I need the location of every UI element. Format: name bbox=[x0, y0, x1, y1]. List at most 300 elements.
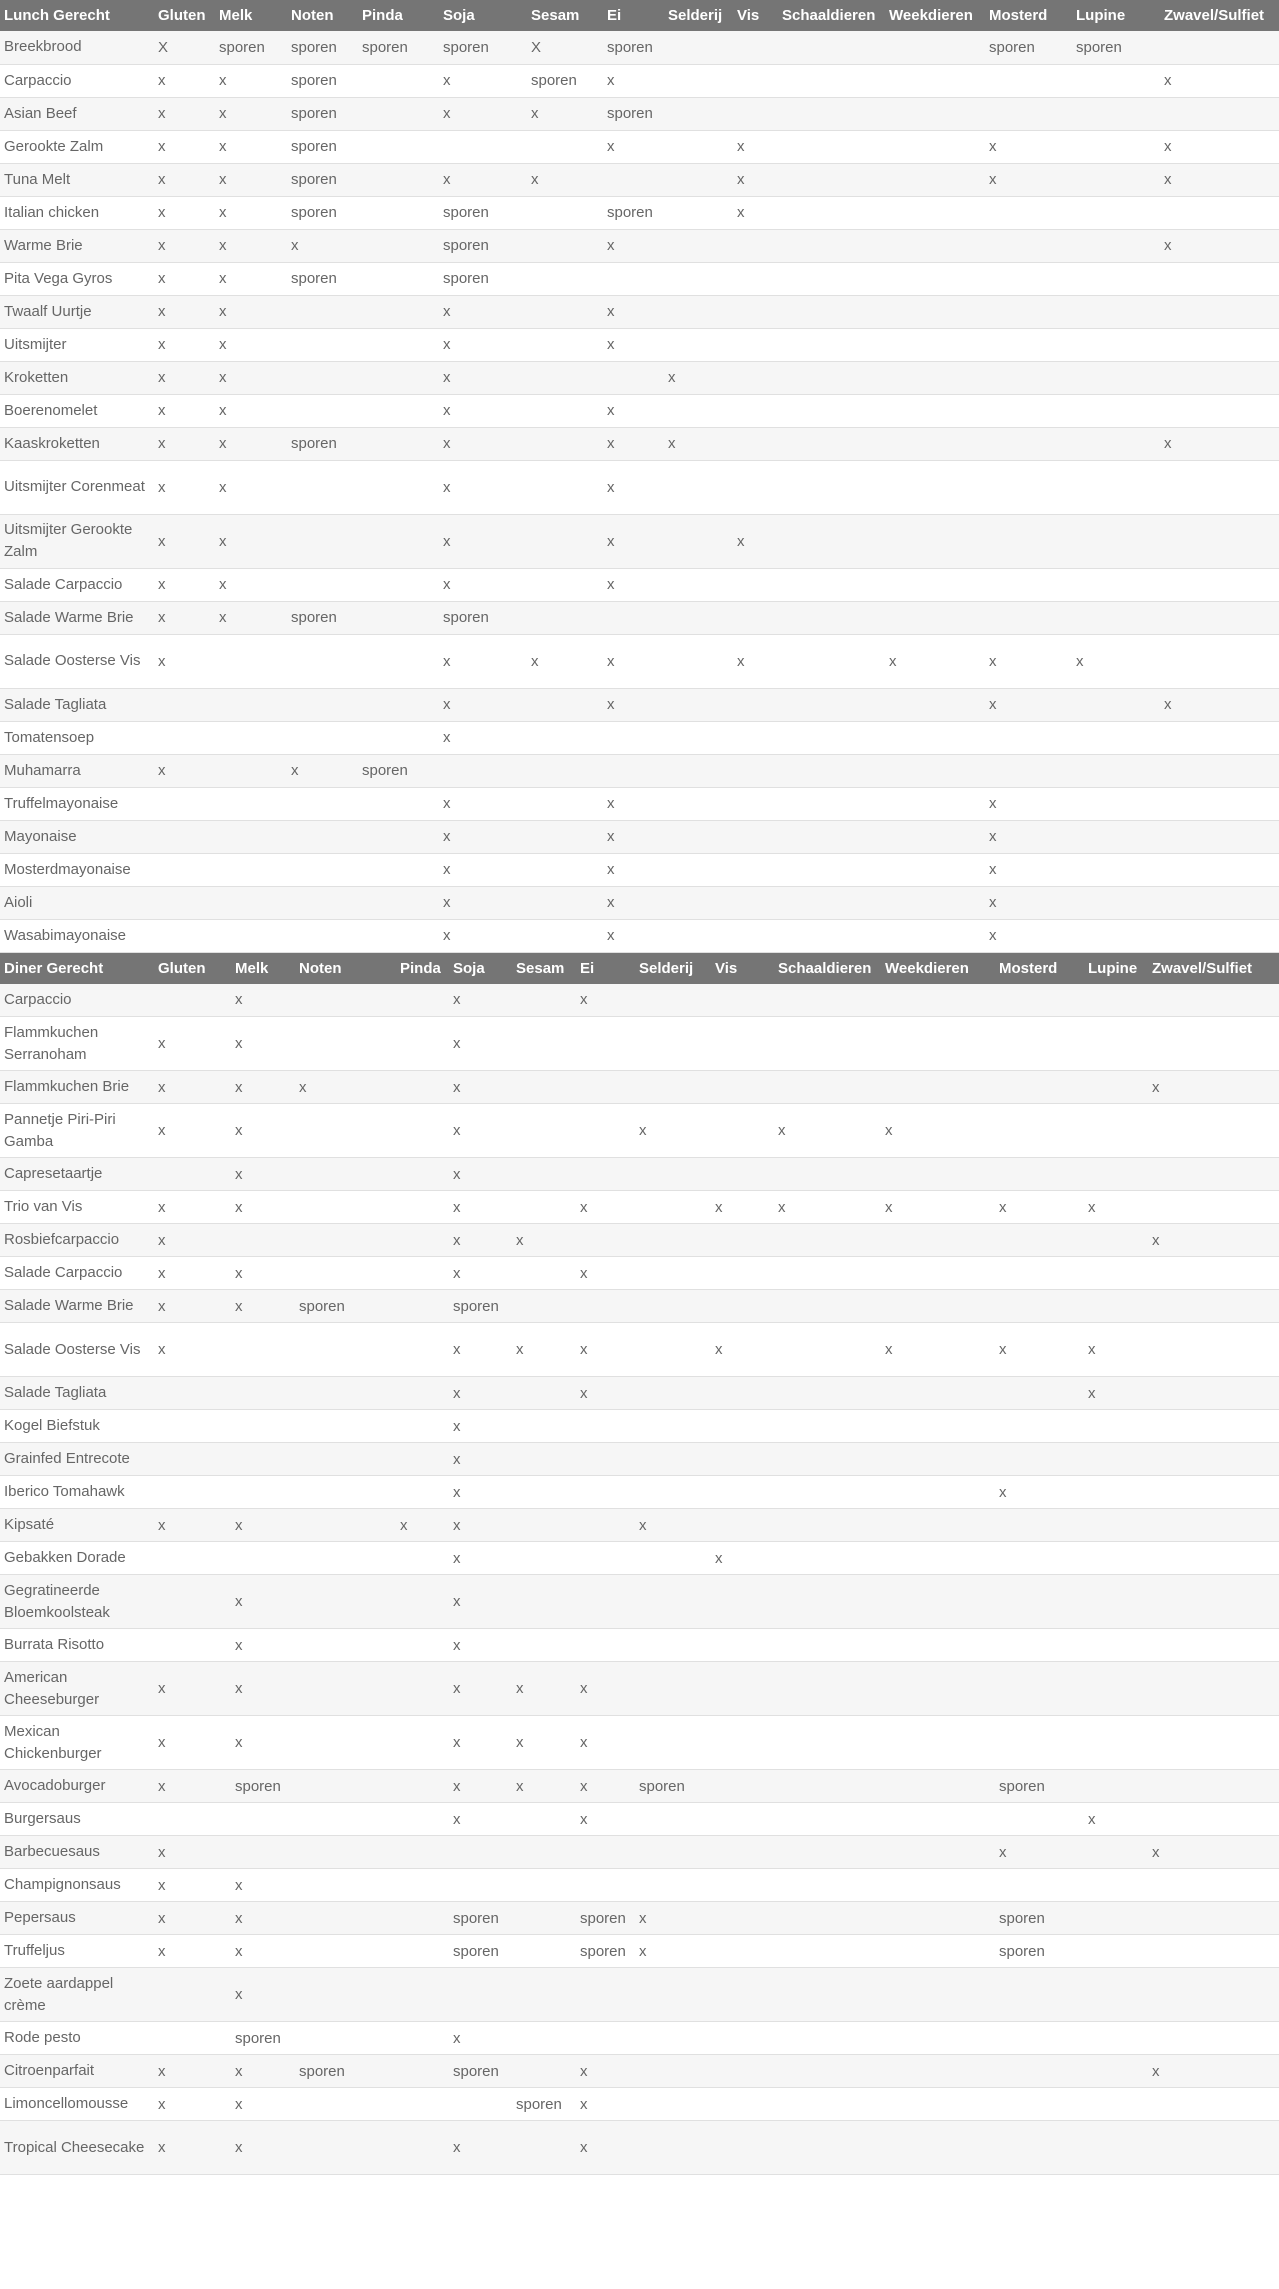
allergen-cell: x bbox=[985, 886, 1072, 919]
allergen-cell: sporen bbox=[449, 1935, 512, 1968]
allergen-cell bbox=[287, 853, 358, 886]
allergen-cell bbox=[1160, 820, 1279, 853]
allergen-cell: x bbox=[449, 1716, 512, 1770]
allergen-cell bbox=[711, 1377, 774, 1410]
allergen-cell: x bbox=[215, 130, 287, 163]
allergen-cell bbox=[396, 1662, 449, 1716]
allergen-cell: sporen bbox=[439, 31, 527, 64]
allergen-cell bbox=[295, 1716, 396, 1770]
allergen-cell bbox=[1148, 1191, 1279, 1224]
allergen-cell: sporen bbox=[512, 2088, 576, 2121]
allergen-cell bbox=[576, 1224, 635, 1257]
allergen-cell: x bbox=[576, 1803, 635, 1836]
allergen-cell bbox=[1160, 787, 1279, 820]
dish-name: Kogel Biefstuk bbox=[0, 1410, 154, 1443]
allergen-cell bbox=[733, 688, 778, 721]
allergen-cell bbox=[985, 229, 1072, 262]
allergen-cell bbox=[664, 721, 733, 754]
allergen-cell: x bbox=[231, 1290, 295, 1323]
table-row bbox=[0, 394, 1279, 427]
allergen-cell: x bbox=[154, 1323, 231, 1377]
table-row bbox=[0, 1770, 1279, 1803]
allergen-cell bbox=[1148, 1662, 1279, 1716]
allergen-cell bbox=[881, 1017, 995, 1071]
allergen-cell bbox=[1160, 886, 1279, 919]
allergen-cell: x bbox=[449, 2022, 512, 2055]
allergen-cell: x bbox=[449, 1509, 512, 1542]
allergen-cell: sporen bbox=[449, 1902, 512, 1935]
table-row bbox=[0, 568, 1279, 601]
allergen-cell bbox=[985, 328, 1072, 361]
allergen-cell bbox=[396, 2055, 449, 2088]
column-header-selderij: Selderij bbox=[664, 0, 733, 31]
dish-name: Tropical Cheesecake bbox=[0, 2121, 154, 2175]
diner-table-body bbox=[0, 984, 1279, 2175]
allergen-cell bbox=[881, 1290, 995, 1323]
allergen-cell bbox=[603, 721, 664, 754]
allergen-cell bbox=[711, 984, 774, 1017]
allergen-cell bbox=[295, 1443, 396, 1476]
allergen-cell bbox=[1084, 984, 1148, 1017]
column-header-weekdieren: Weekdieren bbox=[885, 0, 985, 31]
allergen-cell bbox=[885, 361, 985, 394]
dish-name: Pepersaus bbox=[0, 1902, 154, 1935]
allergen-cell bbox=[1148, 1290, 1279, 1323]
allergen-cell bbox=[985, 361, 1072, 394]
dish-name: Kaaskroketten bbox=[0, 427, 154, 460]
dish-name: Limoncellomousse bbox=[0, 2088, 154, 2121]
allergen-cell bbox=[154, 1542, 231, 1575]
allergen-cell: x bbox=[439, 97, 527, 130]
allergen-cell bbox=[215, 820, 287, 853]
allergen-cell: x bbox=[231, 1716, 295, 1770]
allergen-cell: x bbox=[231, 1071, 295, 1104]
allergen-cell bbox=[512, 1104, 576, 1158]
allergen-cell bbox=[215, 721, 287, 754]
allergen-cell bbox=[396, 984, 449, 1017]
allergen-cell bbox=[396, 1770, 449, 1803]
allergen-cell bbox=[231, 1377, 295, 1410]
allergen-cell bbox=[576, 1869, 635, 1902]
allergen-cell: x bbox=[512, 1323, 576, 1377]
dish-name: Asian Beef bbox=[0, 97, 154, 130]
allergen-cell bbox=[885, 460, 985, 514]
allergen-cell bbox=[885, 688, 985, 721]
allergen-cell bbox=[778, 361, 885, 394]
allergen-cell bbox=[358, 97, 439, 130]
allergen-cell: x bbox=[215, 601, 287, 634]
allergen-cell bbox=[1160, 568, 1279, 601]
allergen-cell: x bbox=[1160, 64, 1279, 97]
allergen-cell: x bbox=[439, 634, 527, 688]
dish-name: Flammkuchen Serranoham bbox=[0, 1017, 154, 1071]
allergen-cell bbox=[154, 1377, 231, 1410]
allergen-cell bbox=[154, 787, 215, 820]
dish-name: Salade Carpaccio bbox=[0, 1257, 154, 1290]
allergen-cell bbox=[1072, 229, 1160, 262]
allergen-cell: x bbox=[449, 984, 512, 1017]
allergen-cell bbox=[396, 1191, 449, 1224]
allergen-cell bbox=[711, 1017, 774, 1071]
allergen-cell bbox=[512, 1803, 576, 1836]
allergen-cell bbox=[881, 1575, 995, 1629]
dish-name: Aioli bbox=[0, 886, 154, 919]
allergen-cell: x bbox=[154, 1662, 231, 1716]
allergen-cell bbox=[576, 1476, 635, 1509]
allergen-cell: x bbox=[154, 1017, 231, 1071]
allergen-cell bbox=[711, 1629, 774, 1662]
allergen-cell bbox=[985, 97, 1072, 130]
allergen-cell bbox=[512, 1443, 576, 1476]
allergen-cell: x bbox=[774, 1191, 881, 1224]
allergen-cell bbox=[295, 2022, 396, 2055]
allergen-cell bbox=[1148, 1257, 1279, 1290]
allergen-cell: x bbox=[154, 514, 215, 568]
allergen-cell bbox=[287, 460, 358, 514]
allergen-cell bbox=[711, 1257, 774, 1290]
allergen-cell bbox=[664, 229, 733, 262]
allergen-cell bbox=[1160, 295, 1279, 328]
table-row bbox=[0, 130, 1279, 163]
allergen-cell bbox=[1084, 1716, 1148, 1770]
table-row bbox=[0, 1224, 1279, 1257]
table-row bbox=[0, 460, 1279, 514]
allergen-cell bbox=[778, 196, 885, 229]
dish-name: Capresetaartje bbox=[0, 1158, 154, 1191]
allergen-cell: sporen bbox=[287, 196, 358, 229]
allergen-cell bbox=[295, 1509, 396, 1542]
allergen-cell bbox=[512, 1071, 576, 1104]
allergen-cell bbox=[358, 295, 439, 328]
table-row bbox=[0, 721, 1279, 754]
allergen-cell: sporen bbox=[287, 601, 358, 634]
allergen-cell: x bbox=[733, 163, 778, 196]
allergen-cell bbox=[881, 2088, 995, 2121]
allergen-cell: x bbox=[154, 1716, 231, 1770]
allergen-cell bbox=[664, 919, 733, 952]
allergen-cell bbox=[778, 229, 885, 262]
allergen-cell bbox=[774, 1290, 881, 1323]
allergen-cell: x bbox=[396, 1509, 449, 1542]
allergen-cell: sporen bbox=[1072, 31, 1160, 64]
table-row bbox=[0, 196, 1279, 229]
allergen-cell: x bbox=[449, 1257, 512, 1290]
allergen-cell bbox=[1072, 886, 1160, 919]
allergen-cell bbox=[358, 394, 439, 427]
allergen-cell bbox=[396, 1716, 449, 1770]
allergen-cell bbox=[635, 2121, 711, 2175]
allergen-cell: x bbox=[439, 64, 527, 97]
dish-name: Tuna Melt bbox=[0, 163, 154, 196]
allergen-cell bbox=[1072, 427, 1160, 460]
allergen-cell: x bbox=[985, 163, 1072, 196]
allergen-cell bbox=[778, 634, 885, 688]
allergen-cell bbox=[733, 754, 778, 787]
allergen-cell bbox=[774, 2121, 881, 2175]
allergen-cell: x bbox=[881, 1104, 995, 1158]
allergen-cell bbox=[1148, 1935, 1279, 1968]
allergen-cell bbox=[1148, 1509, 1279, 1542]
column-header-vis: Vis bbox=[733, 0, 778, 31]
column-header-mosterd: Mosterd bbox=[995, 953, 1084, 984]
dish-name: Pannetje Piri-Piri Gamba bbox=[0, 1104, 154, 1158]
allergen-cell bbox=[635, 1476, 711, 1509]
allergen-cell bbox=[881, 1071, 995, 1104]
allergen-cell bbox=[512, 1017, 576, 1071]
allergen-cell bbox=[778, 163, 885, 196]
allergen-cell bbox=[733, 328, 778, 361]
allergen-cell bbox=[885, 295, 985, 328]
allergen-cell: x bbox=[231, 1629, 295, 1662]
allergen-cell: x bbox=[576, 2088, 635, 2121]
allergen-cell bbox=[995, 1803, 1084, 1836]
allergen-cell bbox=[512, 1410, 576, 1443]
allergen-cell bbox=[1072, 514, 1160, 568]
allergen-cell bbox=[358, 262, 439, 295]
allergen-cell: x bbox=[231, 1935, 295, 1968]
allergen-cell bbox=[512, 1935, 576, 1968]
allergen-cell bbox=[1160, 919, 1279, 952]
table-row bbox=[0, 295, 1279, 328]
allergen-cell bbox=[778, 295, 885, 328]
allergen-cell: x bbox=[985, 787, 1072, 820]
allergen-cell bbox=[396, 1443, 449, 1476]
allergen-cell bbox=[287, 394, 358, 427]
allergen-cell: x bbox=[154, 1509, 231, 1542]
allergen-cell bbox=[1084, 1509, 1148, 1542]
allergen-cell bbox=[881, 984, 995, 1017]
allergen-cell: x bbox=[449, 1410, 512, 1443]
dish-name: Rosbiefcarpaccio bbox=[0, 1224, 154, 1257]
allergen-cell bbox=[1160, 328, 1279, 361]
allergen-cell bbox=[711, 1968, 774, 2022]
allergen-cell bbox=[1148, 1902, 1279, 1935]
allergen-cell bbox=[1072, 262, 1160, 295]
allergen-cell bbox=[881, 1968, 995, 2022]
allergen-cell: x bbox=[527, 97, 603, 130]
allergen-cell: x bbox=[995, 1191, 1084, 1224]
allergen-cell bbox=[154, 984, 231, 1017]
allergen-cell: x bbox=[287, 229, 358, 262]
dish-name: Muhamarra bbox=[0, 754, 154, 787]
allergen-cell: sporen bbox=[995, 1770, 1084, 1803]
allergen-cell bbox=[287, 919, 358, 952]
allergen-cell bbox=[603, 601, 664, 634]
allergen-cell bbox=[778, 919, 885, 952]
allergen-cell bbox=[711, 1902, 774, 1935]
allergen-cell bbox=[1072, 394, 1160, 427]
allergen-cell bbox=[635, 1869, 711, 1902]
allergen-cell bbox=[711, 1509, 774, 1542]
allergen-cell: x bbox=[527, 163, 603, 196]
allergen-cell: x bbox=[449, 1071, 512, 1104]
allergen-cell bbox=[512, 1191, 576, 1224]
column-header-melk: Melk bbox=[215, 0, 287, 31]
dish-name: Carpaccio bbox=[0, 984, 154, 1017]
allergen-cell bbox=[215, 754, 287, 787]
allergen-cell bbox=[396, 1377, 449, 1410]
allergen-cell bbox=[885, 394, 985, 427]
allergen-cell bbox=[576, 1017, 635, 1071]
allergen-cell bbox=[295, 1968, 396, 2022]
allergen-cell bbox=[881, 1902, 995, 1935]
allergen-cell: x bbox=[154, 229, 215, 262]
allergen-cell bbox=[774, 2022, 881, 2055]
allergen-cell: x bbox=[231, 1257, 295, 1290]
allergen-cell bbox=[295, 1224, 396, 1257]
allergen-cell: x bbox=[603, 634, 664, 688]
allergen-cell bbox=[711, 2022, 774, 2055]
allergen-cell bbox=[774, 1935, 881, 1968]
allergen-cell: x bbox=[287, 754, 358, 787]
allergen-cell bbox=[985, 196, 1072, 229]
allergen-cell bbox=[778, 688, 885, 721]
allergen-cell bbox=[635, 1071, 711, 1104]
allergen-cell bbox=[711, 1410, 774, 1443]
allergen-cell bbox=[603, 754, 664, 787]
allergen-cell: x bbox=[154, 1935, 231, 1968]
allergen-cell bbox=[885, 568, 985, 601]
allergen-cell bbox=[358, 427, 439, 460]
allergen-cell bbox=[287, 514, 358, 568]
table-row bbox=[0, 1191, 1279, 1224]
allergen-cell: x bbox=[439, 568, 527, 601]
allergen-cell: x bbox=[439, 514, 527, 568]
allergen-cell: x bbox=[439, 460, 527, 514]
allergen-cell bbox=[733, 97, 778, 130]
allergen-cell: x bbox=[603, 919, 664, 952]
allergen-cell bbox=[881, 1257, 995, 1290]
allergen-cell: x bbox=[154, 568, 215, 601]
table-row bbox=[0, 1410, 1279, 1443]
table-row bbox=[0, 919, 1279, 952]
allergen-cell bbox=[1072, 688, 1160, 721]
allergen-cell: x bbox=[215, 163, 287, 196]
allergen-cell: x bbox=[1084, 1191, 1148, 1224]
table-row bbox=[0, 1968, 1279, 2022]
allergen-cell bbox=[733, 262, 778, 295]
allergen-cell: sporen bbox=[439, 262, 527, 295]
allergen-cell bbox=[881, 1158, 995, 1191]
table-row bbox=[0, 1443, 1279, 1476]
allergen-cell bbox=[154, 1968, 231, 2022]
column-header-gluten: Gluten bbox=[154, 953, 231, 984]
allergen-cell bbox=[231, 1410, 295, 1443]
allergen-cell bbox=[1160, 601, 1279, 634]
allergen-cell bbox=[995, 1716, 1084, 1770]
allergen-cell bbox=[527, 568, 603, 601]
allergen-cell bbox=[1084, 1290, 1148, 1323]
allergen-cell bbox=[635, 1662, 711, 1716]
table-row bbox=[0, 853, 1279, 886]
allergen-cell: sporen bbox=[635, 1770, 711, 1803]
allergen-cell: x bbox=[154, 1071, 231, 1104]
allergen-cell bbox=[295, 1323, 396, 1377]
allergen-cell: x bbox=[603, 568, 664, 601]
table-row bbox=[0, 1836, 1279, 1869]
allergen-cell bbox=[774, 1968, 881, 2022]
dish-name: Twaalf Uurtje bbox=[0, 295, 154, 328]
dish-name: Barbecuesaus bbox=[0, 1836, 154, 1869]
allergen-cell: x bbox=[512, 1770, 576, 1803]
allergen-cell: x bbox=[449, 1323, 512, 1377]
allergen-cell bbox=[774, 1509, 881, 1542]
allergen-cell bbox=[358, 229, 439, 262]
allergen-cell: x bbox=[154, 64, 215, 97]
table-row bbox=[0, 1071, 1279, 1104]
column-header-zwavel-sulfiet: Zwavel/Sulfiet bbox=[1148, 953, 1279, 984]
dish-name: Salade Warme Brie bbox=[0, 601, 154, 634]
allergen-cell bbox=[231, 1476, 295, 1509]
lunch-table-body bbox=[0, 31, 1279, 754]
allergen-cell bbox=[635, 1542, 711, 1575]
allergen-cell bbox=[774, 1017, 881, 1071]
allergen-cell bbox=[664, 262, 733, 295]
allergen-cell bbox=[733, 394, 778, 427]
allergen-cell bbox=[287, 328, 358, 361]
allergen-cell bbox=[774, 1542, 881, 1575]
allergen-cell: x bbox=[449, 1017, 512, 1071]
allergen-cell bbox=[711, 1158, 774, 1191]
allergen-cell bbox=[295, 1629, 396, 1662]
allergen-cell: x bbox=[881, 1323, 995, 1377]
allergen-cell bbox=[778, 853, 885, 886]
allergen-cell bbox=[774, 1716, 881, 1770]
allergen-cell: x bbox=[576, 2055, 635, 2088]
dish-name: Rode pesto bbox=[0, 2022, 154, 2055]
allergen-cell: x bbox=[512, 1224, 576, 1257]
allergen-cell bbox=[635, 1323, 711, 1377]
allergen-cell bbox=[733, 919, 778, 952]
allergen-cell: x bbox=[576, 1191, 635, 1224]
dish-name: Pita Vega Gyros bbox=[0, 262, 154, 295]
allergen-cell bbox=[635, 1377, 711, 1410]
allergen-cell bbox=[1084, 1935, 1148, 1968]
allergen-cell: x bbox=[733, 634, 778, 688]
allergen-cell bbox=[576, 1290, 635, 1323]
allergen-cell bbox=[1084, 1575, 1148, 1629]
allergen-cell: x bbox=[449, 1104, 512, 1158]
allergen-cell bbox=[733, 853, 778, 886]
column-header-gluten: Gluten bbox=[154, 0, 215, 31]
allergen-cell bbox=[995, 1869, 1084, 1902]
allergen-cell: sporen bbox=[527, 64, 603, 97]
allergen-cell: x bbox=[154, 427, 215, 460]
allergen-cell: x bbox=[449, 1770, 512, 1803]
allergen-cell bbox=[1072, 196, 1160, 229]
allergen-cell: x bbox=[449, 1803, 512, 1836]
allergen-cell: sporen bbox=[995, 1902, 1084, 1935]
dish-name: Salade Tagliata bbox=[0, 688, 154, 721]
allergen-cell bbox=[774, 1158, 881, 1191]
allergen-cell bbox=[1148, 1803, 1279, 1836]
allergen-cell bbox=[885, 721, 985, 754]
allergen-cell bbox=[396, 1323, 449, 1377]
column-header-weekdieren: Weekdieren bbox=[881, 953, 995, 984]
allergen-cell: x bbox=[439, 361, 527, 394]
allergen-cell: x bbox=[154, 361, 215, 394]
allergen-cell bbox=[635, 1968, 711, 2022]
allergen-cell bbox=[295, 1017, 396, 1071]
allergen-cell bbox=[881, 1476, 995, 1509]
allergen-cell bbox=[1084, 1968, 1148, 2022]
allergen-cell bbox=[733, 886, 778, 919]
allergen-cell: x bbox=[1148, 1836, 1279, 1869]
allergen-cell bbox=[664, 787, 733, 820]
allergen-cell bbox=[512, 1290, 576, 1323]
allergen-cell: x bbox=[576, 984, 635, 1017]
allergen-cell bbox=[576, 1158, 635, 1191]
